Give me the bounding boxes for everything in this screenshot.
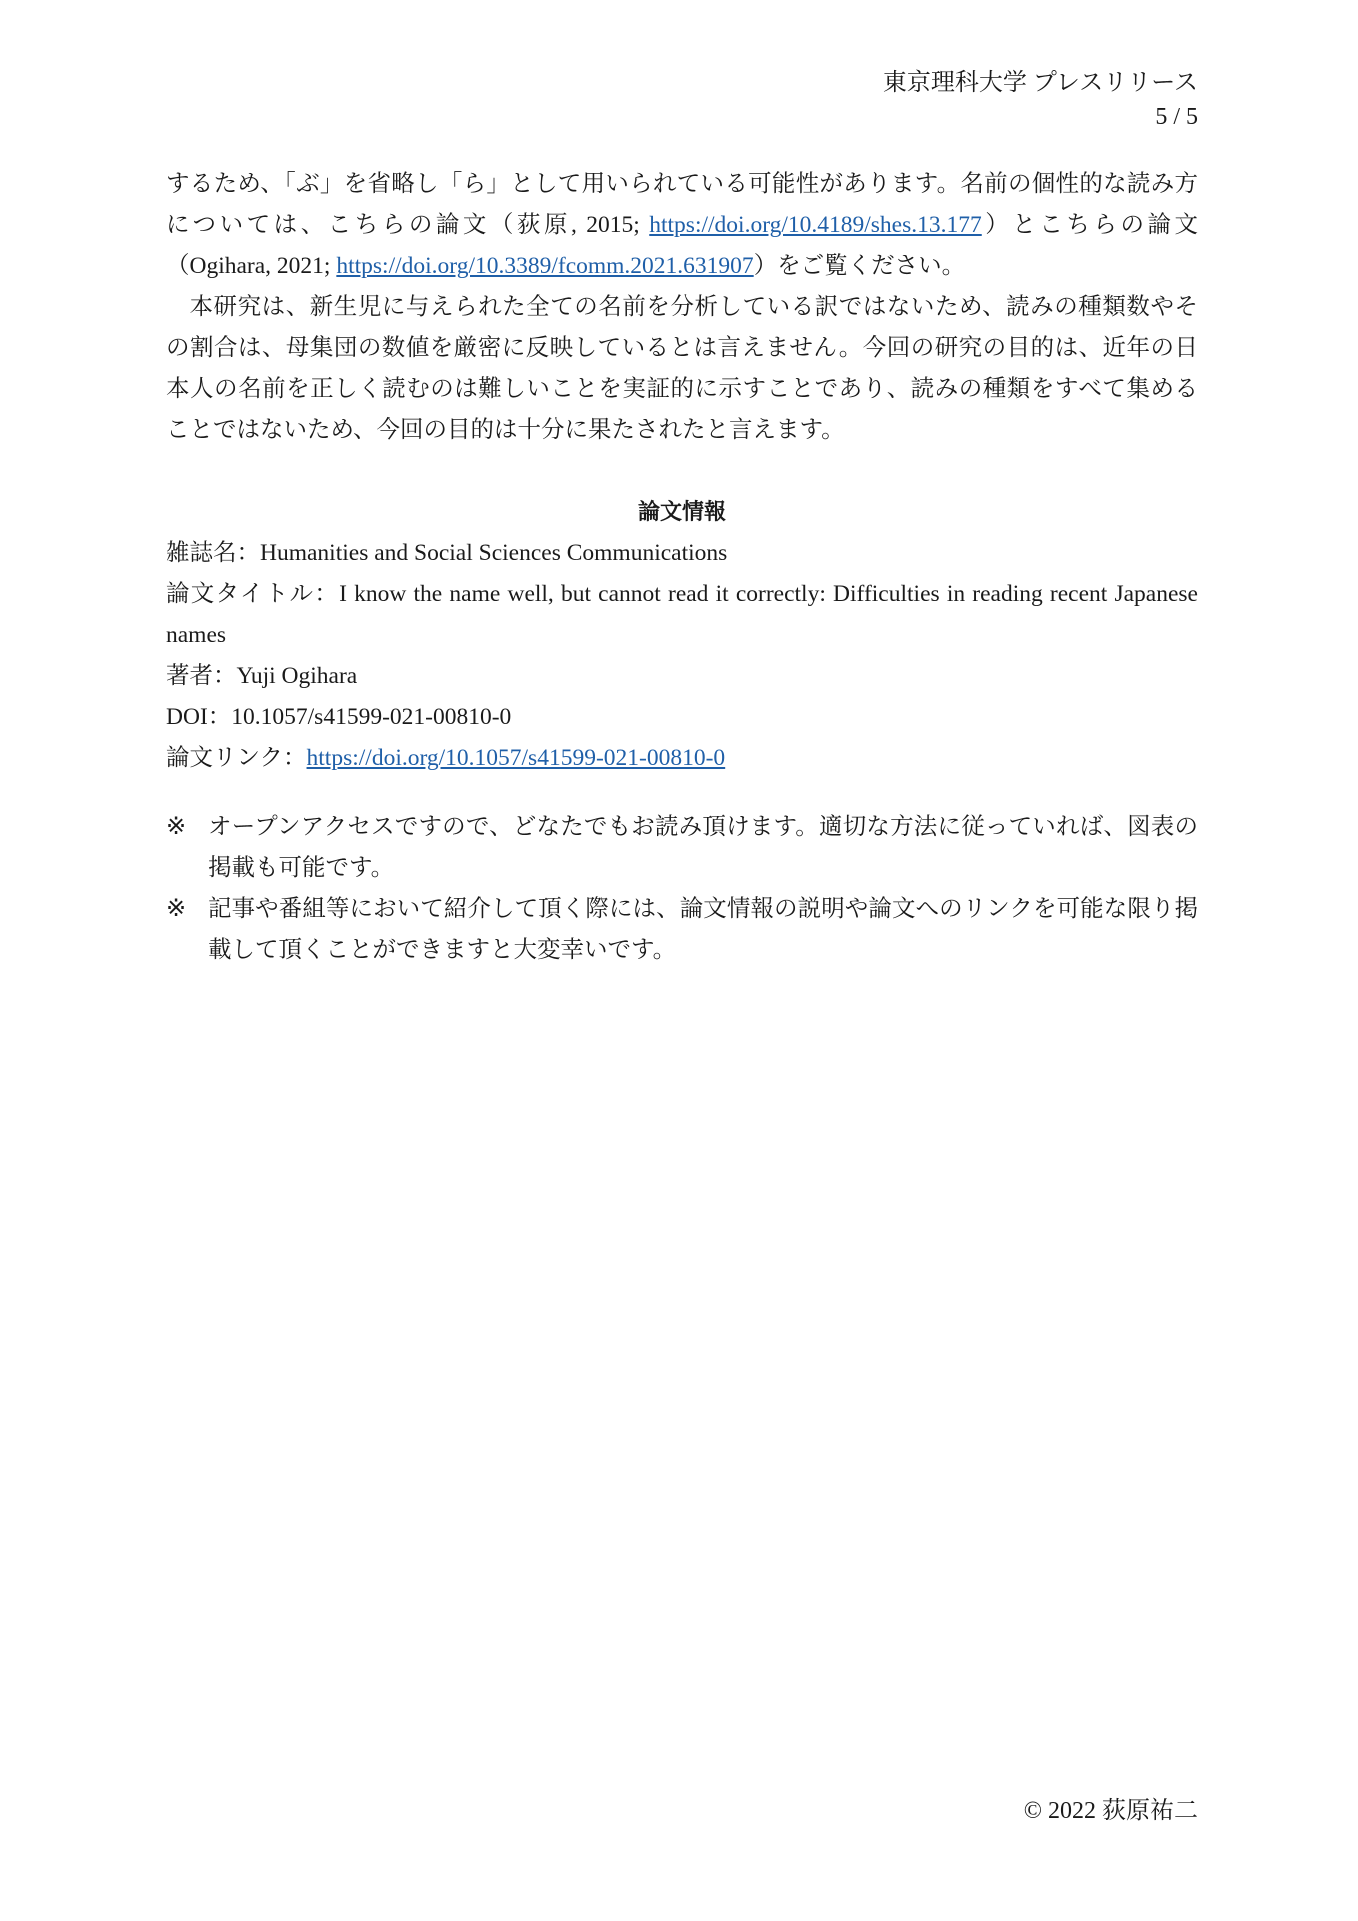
author-name: Yuji Ogihara [236, 663, 358, 689]
paragraph-text: ）とこちらの論文（Ogihara, 2021; [166, 212, 1199, 279]
note-text: 記事や番組等において紹介して頂く際には、論文情報の説明や論文へのリンクを可能な限り掲載して頂くことができますと大変幸いです。 [208, 896, 1198, 963]
journal-line [166, 533, 1198, 574]
note-text: オープンアクセスですので、どなたでもお読み頂けます。適切な方法に従っていれば、図表の掲載も可能です。 [208, 814, 1198, 881]
document-body [166, 164, 1198, 971]
doi-value: 10.1057/s41599-021-00810-0 [231, 704, 512, 730]
paragraph-limitations: 本研究は、新生児に与えられた全ての名前を分析している訳ではないため、読みの種類数やその割合は、母集団の数値を厳密に反映しているとは言えません。今回の研究の目的は、近年の日本人の名前を正しく読むのは難しいことを実証的に示すことであり、読みの種類をすべて集めることではないため、今回の目的は十分に果たされたと言えます。 [166, 294, 1198, 443]
paragraph-text: ）をご覧ください。 [753, 253, 966, 279]
paragraph-text: するため、「ぶ」を省略し「ら」として用いられている可能性があります。名前の個性的な読み方については、こちらの論文（荻原, 2015; [166, 171, 1198, 238]
paper-info-heading: 論文情報 [637, 500, 726, 525]
doi-label: DOI： [166, 704, 232, 730]
note-mark: ※ [166, 896, 187, 922]
paper-title-line [166, 574, 1198, 656]
note-item [166, 889, 1198, 971]
paper-link-label: 論文リンク： [166, 745, 307, 771]
copyright-footer: © 2022 荻原祐二 [1023, 1798, 1198, 1824]
header-title: 東京理科大学 プレスリリース [882, 70, 1198, 96]
author-line [166, 656, 1198, 697]
notes-list [166, 807, 1198, 971]
reference-link-2015[interactable]: https://doi.org/10.4189/shes.13.177 [649, 212, 982, 238]
note-mark: ※ [166, 814, 187, 840]
journal-name: Humanities and Social Sciences Communications [260, 540, 728, 566]
author-label: 著者： [166, 663, 237, 689]
reference-link-2021[interactable]: https://doi.org/10.3389/fcomm.2021.631907 [336, 253, 754, 279]
page-number: 5 / 5 [1155, 104, 1198, 130]
paper-title: I know the name well, but cannot read it correctly: Difficulties in reading recent Japanese names [166, 581, 1198, 648]
journal-label: 雑誌名： [166, 540, 260, 566]
doi-line [166, 697, 1198, 738]
paragraph-references [166, 164, 1198, 287]
paper-title-label: 論文タイトル： [166, 581, 340, 607]
page-header [883, 66, 1198, 134]
note-item [166, 807, 1198, 889]
paper-link-line [166, 738, 1198, 779]
paper-link[interactable]: https://doi.org/10.1057/s41599-021-00810-0 [306, 745, 726, 771]
